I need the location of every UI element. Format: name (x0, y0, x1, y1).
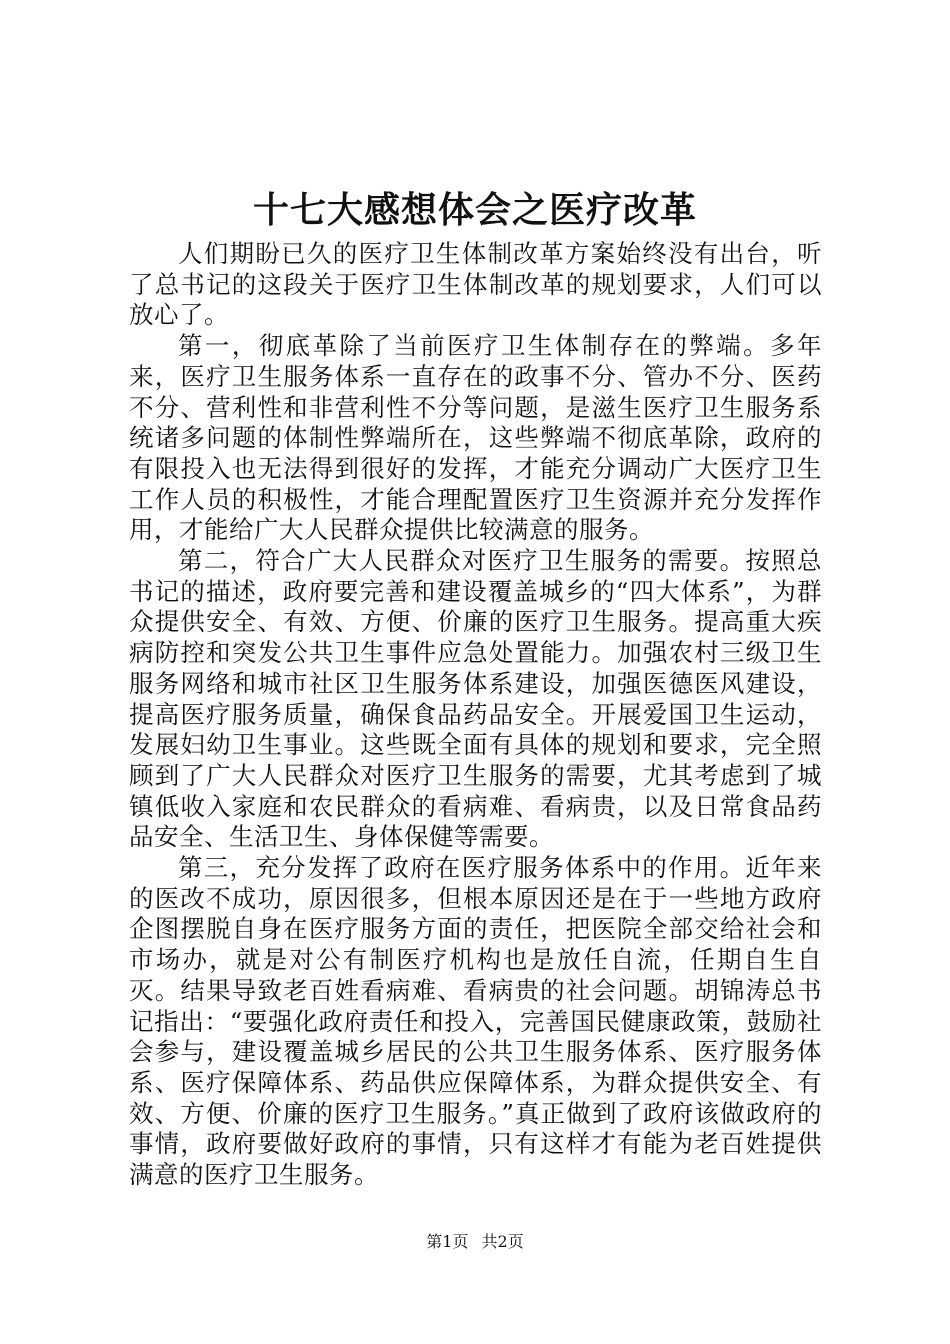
page-number-current: 第1页 (426, 1232, 469, 1251)
page-footer (0, 1232, 950, 1252)
document-body (129, 239, 822, 1191)
paragraph-first: 第一，彻底革除了当前医疗卫生体制存在的弊端。多年来，医疗卫生服务体系一直存在的政事不分、管办不分、医药不分、营利性和非营利性不分等问题，是滋生医疗卫生服务系统诸多问题的体制性弊端所在，这些弊端不彻底革除，政府的有限投入也无法得到很好的发挥，才能充分调动广大医疗卫生工作人员的积极性，才能合理配置医疗卫生资源并充分发挥作用，才能给广大人民群众提供比较满意的服务。 (129, 331, 822, 545)
paragraph-intro: 人们期盼已久的医疗卫生体制改革方案始终没有出台，听了总书记的这段关于医疗卫生体制改革的规划要求，人们可以放心了。 (129, 239, 822, 330)
paragraph-second: 第二，符合广大人民群众对医疗卫生服务的需要。按照总书记的描述，政府要完善和建设覆盖城乡的“四大体系”，为群众提供安全、有效、方便、价廉的医疗卫生服务。提高重大疾病防控和突发公共卫生事件应急处置能力。加强农村三级卫生服务网络和城市社区卫生服务体系建设，加强医德医风建设，提高医疗服务质量，确保食品药品安全。开展爱国卫生运动，发展妇幼卫生事业。这些既全面有具体的规划和要求，完全照顾到了广大人民群众对医疗卫生服务的需要，尤其考虑到了城镇低收入家庭和农民群众的看病难、看病贵，以及日常食品药品安全、生活卫生、身体保健等需要。 (129, 546, 822, 852)
document-title: 十七大感想体会之医疗改革 (252, 189, 697, 231)
page-number-total: 共2页 (481, 1232, 524, 1251)
paragraph-third: 第三，充分发挥了政府在医疗服务体系中的作用。近年来的医改不成功，原因很多，但根本原因还是在于一些地方政府企图摆脱自身在医疗服务方面的责任，把医院全部交给社会和市场办，就是对公有制医疗机构也是放任自流，任期自生自灭。结果导致老百姓看病难、看病贵的社会问题。胡锦涛总书记指出：“要强化政府责任和投入，完善国民健康政策，鼓励社会参与，建设覆盖城乡居民的公共卫生服务体系、医疗服务体系、医疗保障体系、药品供应保障体系，为群众提供安全、有效、方便、价廉的医疗卫生服务。”真正做到了政府该做政府的事情，政府要做好政府的事情，只有这样才有能为老百姓提供满意的医疗卫生服务。 (129, 853, 822, 1190)
